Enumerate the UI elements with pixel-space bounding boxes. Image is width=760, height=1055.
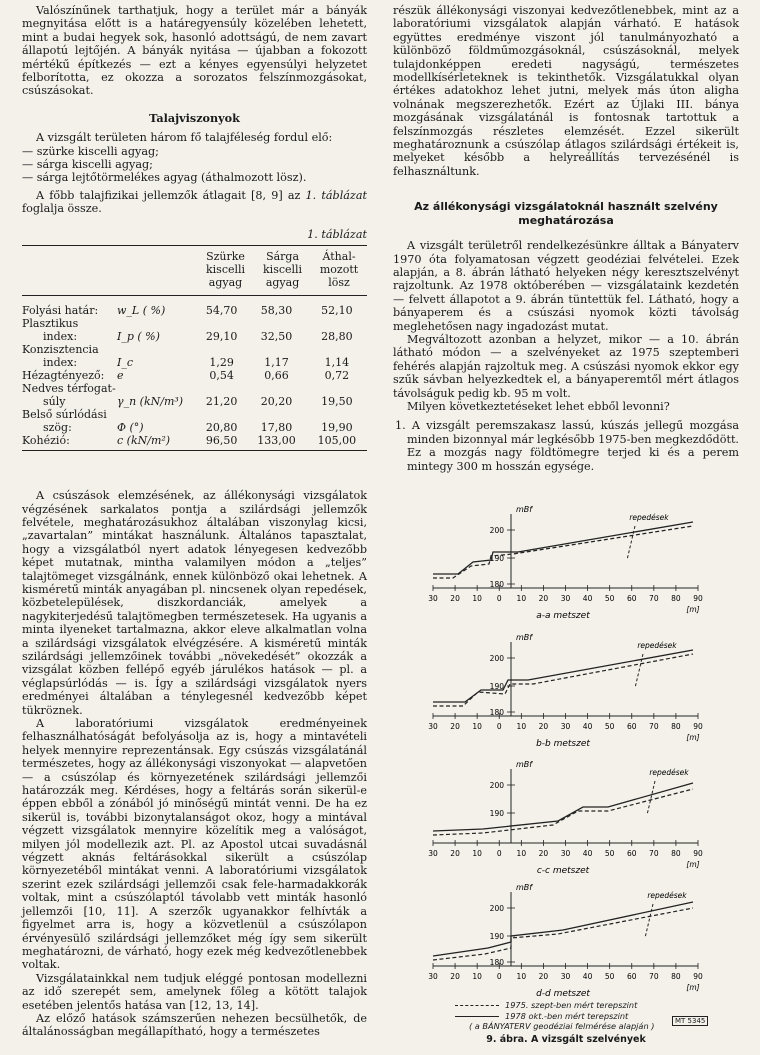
y-tick-label: 190 (489, 932, 504, 941)
soil-summary (22, 189, 367, 216)
value-cell: 28,80 (321, 330, 353, 344)
x-tick-label: 60 (626, 849, 637, 858)
value-cell: 0,54 (209, 369, 234, 383)
crack-marker (647, 781, 655, 815)
x-tick-label: 20 (450, 722, 460, 731)
crack-marker (627, 526, 635, 560)
x-tick-label: 50 (604, 594, 615, 603)
x-tick-label: 20 (538, 972, 549, 981)
x-tick-label: 40 (582, 594, 593, 603)
x-tick-label: 10 (472, 594, 482, 603)
figure-caption: 9. ábra. A vizsgált szelvények (486, 1034, 646, 1045)
x-tick-label: 40 (582, 972, 593, 981)
soil-list-item: — sárga lejtőtörmelékes agyag (áthalmozott lösz). (22, 171, 307, 185)
row-label: Konzisztencia index: (22, 343, 99, 370)
terrain-1978-line (433, 650, 693, 702)
value-cell: 58,30 (260, 304, 293, 318)
list-item: 1. A vizsgált peremszakasz lassú, kúszás jellegű mozgása minden bizonnyal már legkésőbb 1975-ben megkezdődött. Ez a mozgás nagy földtömegre terjed ki és a perem mintegy 300 m hosszán egysége. (395, 419, 739, 473)
intro-paragraph: Valószínűnek tarthatjuk, hogy a terület már a bányák megnyitása előtt is a határegyensúly közelében lehetett, mint a budai hegyek sok, hasonló adottságú, de nem zavart állapotú lejtőjén. A bányák nyitása — újabban a fokozott mértékű építkezés — ezt a kényes egyensúlyi helyzetet felborította, ez okozza a sorozatos felszínmozgásokat, csúszásokat. (22, 4, 367, 98)
x-tick-label: 0 (496, 972, 502, 981)
table-row (22, 434, 367, 447)
section-heading: Az állékonysági vizsgálatoknál használt szelvény meghatározása (414, 200, 718, 227)
x-tick-label: 80 (671, 594, 681, 603)
terrain-1978-line (433, 783, 693, 831)
row-symbol: c (kN/m²) (117, 434, 171, 448)
value-cell: 96,50 (205, 434, 238, 448)
x-axis-unit: [m] (686, 860, 700, 869)
table-row (22, 343, 367, 369)
x-tick-label: 30 (428, 722, 438, 731)
row-label: Folyási határ: (22, 304, 99, 318)
x-tick-label: 60 (626, 722, 637, 731)
x-tick-label: 20 (538, 594, 549, 603)
x-tick-label: 30 (428, 972, 438, 981)
x-tick-label: 30 (560, 594, 571, 603)
terrain-1978-line (433, 902, 693, 956)
x-tick-label: 30 (560, 722, 571, 731)
y-tick-label: 200 (489, 781, 504, 790)
terrain-1975-line (433, 526, 693, 578)
soil-list (22, 145, 367, 185)
panel-title: c-c metszet (536, 866, 590, 876)
x-tick-label: 20 (450, 594, 460, 603)
row-symbol: Φ (°) (117, 421, 144, 435)
cross-sections-figure (393, 500, 739, 1005)
terrain-1975-line (433, 654, 693, 706)
y-tick-label: 180 (489, 958, 504, 967)
x-tick-label: 40 (582, 849, 593, 858)
y-axis-label: mBf (516, 633, 533, 642)
repedesek-label: repedések (647, 891, 687, 900)
y-axis-label: mBf (516, 883, 533, 892)
value-cell: 54,70 (205, 304, 238, 318)
crack-marker (635, 654, 643, 688)
panel-title: a-a metszet (536, 611, 590, 621)
row-symbol: I_p ( %) (117, 330, 160, 344)
x-tick-label: 10 (472, 722, 482, 731)
stamp: MT 5345 (672, 1016, 708, 1026)
row-label: Nedves térfogat- súly (22, 382, 116, 409)
x-tick-label: 90 (693, 722, 703, 731)
header-cell: Áthal- mozott lösz (319, 250, 359, 290)
row-label: Hézagtényező: (22, 369, 105, 383)
y-tick-label: 200 (489, 654, 504, 663)
table-row (22, 317, 367, 343)
panel-title: d-d metszet (536, 989, 590, 999)
repedesek-label: repedések (629, 513, 669, 522)
value-cell: 105,00 (317, 434, 357, 448)
y-tick-label: 180 (489, 708, 504, 717)
y-tick-label: 200 (489, 904, 504, 913)
row-symbol: I_c (117, 356, 134, 370)
x-tick-label: 20 (538, 849, 549, 858)
table-row (22, 382, 367, 408)
table-row (22, 304, 367, 317)
x-tick-label: 20 (450, 972, 460, 981)
x-tick-label: 30 (428, 594, 438, 603)
row-symbol: w_L ( %) (117, 304, 166, 318)
soil-list-item: — szürke kiscelli agyag; (22, 144, 159, 158)
soil-heading: Talajviszonyok (149, 110, 240, 125)
x-tick-label: 80 (671, 849, 681, 858)
value-cell: 52,10 (321, 304, 353, 318)
x-tick-label: 90 (693, 972, 703, 981)
x-tick-label: 50 (604, 972, 615, 981)
table-bottom-rule (22, 450, 367, 451)
x-tick-label: 50 (604, 849, 615, 858)
value-cell: 19,50 (321, 395, 353, 409)
x-tick-label: 90 (693, 849, 703, 858)
x-tick-label: 20 (450, 849, 460, 858)
body-paragraph: Milyen következtetéseket lehet ebből levonni? (407, 399, 670, 413)
right-column (393, 0, 739, 473)
body-paragraph: Vizsgálatainkkal nem tudjuk eléggé pontosan modellezni az idő szerepét sem, amelynek főleg a kötött talajok esetében jelentős hatása van [12, 13, 14]. (22, 971, 367, 1012)
value-cell: 1,17 (264, 356, 289, 370)
body-paragraph: Az előző hatások számszerűen nehezen becsülhetők, de általánosságban megállapítható, hogy a természetes (22, 1011, 367, 1039)
body-paragraph: A csúszások elemzésének, az állékonysági vizsgálatok végzésének sarkalatos pontja a szilárdsági jellemzők felvétele, meghatározásukhoz általában viszonylag kicsi, „zavartalan” mintákat használunk. Általános tapasztalat, hogy a vizsgálatból nyert adatok lényegesen kedvezőbb képet mutatnak, mintha valamilyen módon a „teljes” talajtömeget vizsgálnánk, ennek különböző okai lehetnek. A kisméretű minták anyagában pl. nincsenek olyan repedések, közbetelepülések, diszkordanciák, amelyek a nagykiterjedésű talajtömegben természetesek. Ha ugyanis a minta ilyeneket tartalmazna, akkor eleve alkalmatlan volna a szilárdsági vizsgálatok elvégzésére. A kisméretű minták szilárdsági jellemzőinek további „növekedését” okozzák a vizsgálat közben fellépő egyéb járulékos hatások — pl. a véglapsúrlódás — is. Így a szilárdsági vizsgálatok nyers eredményei általában a ténylegesnél kedvezőbb képet tükröznek. (22, 489, 367, 717)
value-cell: 29,10 (205, 330, 238, 344)
cross-section-panel (428, 760, 703, 876)
value-cell: 19,90 (321, 421, 353, 435)
soil-intro: A vizsgált területen három fő talajféleség fordul elő: (36, 131, 333, 145)
body-paragraph: Megváltozott azonban a helyzet, mikor — a 10. ábrán látható módon — a szelvényeket az 1975 szeptemberi fehérés alapján rajzoltuk meg. A csúszási nyomok ekkor egy szűk sávban helyezkedtek el, a bányaperemtől mért átlagos távolságuk pedig kb. 95 m volt. (393, 332, 739, 400)
y-axis-label: mBf (516, 505, 533, 514)
table-label: 1. táblázat (307, 227, 367, 241)
x-tick-label: 30 (560, 849, 571, 858)
body-paragraph: A laboratóriumi vizsgálatok eredményeinek felhasználhatóságát befolyásolja az is, hogy a mintavételi helyek mennyire reprezentánsak. Egy csúszás vizsgálatánál természetes, hogy az állékonysági viszonyokat — alapvetően — a csúszólap és környezetének szilárdsági jellemzői határozzák meg. Kérdéses, hogy a feltárás során sikerül-e éppen ebből a zónából jó minőségű mintát venni. De ha ez sikerül is, további bizonytalanságot okoz, hogy a mintával végzett vizsgálatok mennyire közelítik meg a valóságot, milyen jól modellezik azt. Pl. az Apostol utcai suvadásnál végzett aknás feltárásokkal sikerült a csúszólap környezetéből mintákat venni. A laboratóriumi vizsgálatok szerint ezek szilárdsági jellemzői csak fele-harmadakkorák voltak, mint a csúszólaptól távolabb vett minták hasonló jellemzői [10, 11]. A szerzők ugyanakkor felhívták a figyelmet arra is, hogy a közvetlenül a csúszólapon érvényesülő szilárdsági jellemzőket még így sem sikerült meghatározni, de várható, hogy ezek még kedvezőtlenebbek voltak. (22, 717, 367, 972)
legend-note: ( a BÁNYATERV geodéziai felmérése alapján ) (469, 1021, 655, 1031)
row-label: Plasztikus index: (22, 317, 79, 344)
x-tick-label: 70 (649, 594, 659, 603)
soil-properties-body (22, 304, 367, 451)
table-ref: 1. táblázat (305, 188, 367, 202)
y-tick-label: 200 (489, 526, 504, 535)
y-tick-label: 190 (489, 809, 504, 818)
header-cell: Szürke kiscelli agyag (205, 250, 246, 290)
x-tick-label: 30 (560, 972, 571, 981)
crack-marker (645, 904, 653, 938)
x-tick-label: 90 (693, 594, 703, 603)
left-column (22, 0, 367, 1039)
x-axis-unit: [m] (686, 605, 700, 614)
repedesek-label: repedések (637, 641, 677, 650)
row-label: Belső súrlódási szög: (22, 408, 107, 435)
x-tick-label: 10 (516, 849, 527, 858)
soil-summary-text: foglalja össze. (22, 202, 102, 216)
header-cell: Sárga kiscelli agyag (263, 250, 303, 290)
x-tick-label: 70 (649, 849, 659, 858)
value-cell: 133,00 (257, 434, 296, 448)
row-label: Kohézió: (22, 434, 70, 448)
repedesek-label: repedések (649, 768, 689, 777)
x-tick-label: 10 (472, 849, 482, 858)
x-tick-label: 10 (516, 972, 527, 981)
value-cell: 1,14 (324, 356, 350, 370)
row-symbol: e (117, 369, 124, 383)
value-cell: 32,50 (260, 330, 293, 344)
cross-section-panel (428, 505, 703, 621)
x-tick-label: 0 (496, 722, 502, 731)
x-tick-label: 10 (516, 722, 527, 731)
x-tick-label: 60 (626, 972, 637, 981)
legend-item-1978: 1978 okt.-ben mért terepszint (455, 1011, 654, 1022)
panel-title: b-b metszet (536, 739, 590, 749)
x-tick-label: 80 (671, 722, 681, 731)
table-mid-rule (22, 295, 367, 296)
x-tick-label: 10 (472, 972, 482, 981)
table-top-rule (22, 245, 367, 246)
y-tick-label: 190 (489, 554, 504, 563)
row-symbol: γ_n (kN/m³) (117, 395, 184, 409)
x-axis-unit: [m] (686, 733, 700, 742)
x-tick-label: 70 (649, 972, 659, 981)
value-cell: 21,20 (205, 395, 238, 409)
soil-properties-table (22, 250, 367, 289)
x-tick-label: 60 (626, 594, 637, 603)
x-tick-label: 40 (582, 722, 593, 731)
terrain-1975-line (433, 908, 693, 960)
value-cell: 17,80 (260, 421, 293, 435)
soil-list-item: — sárga kiscelli agyag; (22, 158, 153, 172)
table-row (22, 369, 367, 382)
y-tick-label: 190 (489, 682, 504, 691)
x-tick-label: 80 (671, 972, 681, 981)
x-tick-label: 70 (649, 722, 659, 731)
y-axis-label: mBf (516, 760, 533, 769)
soil-summary-text: A főbb talajfizikai jellemzők átlagait [8, 9] az (36, 188, 306, 202)
body-paragraph: A vizsgált területről rendelkezésünkre álltak a Bányaterv 1970 óta folyamatosan végzett geodéziai felvételei. Ezek alapján, a 8. ábrán látható helyeken négy keresztszelvényt rajzoltunk. Az 1978 októberében — vizsgálataink kezdetén — felvett állapotot a 9. ábrán tüntettük fel. Látható, hogy a bányaperem és a csúszási nyomok közti távolság meglehetősen nagy ingadozást mutat. (393, 239, 739, 333)
cross-section-panel (428, 883, 703, 999)
value-cell: 1,29 (209, 356, 234, 370)
value-cell: 0,66 (264, 369, 289, 383)
cross-section-panel (428, 633, 703, 749)
figure-legend (455, 1000, 654, 1032)
x-tick-label: 0 (496, 849, 502, 858)
y-tick-label: 180 (489, 580, 504, 589)
terrain-1975-line (433, 789, 693, 835)
x-tick-label: 20 (538, 722, 549, 731)
table-header-row (22, 250, 367, 289)
body-paragraph: részük állékonysági viszonyai kedvezőtlenebbek, mint az a laboratóriumi vizsgálatok alapján várható. E hatások együttes eredménye viszont jól tanulmányozható a különböző földműmozgásoknál, csúszásoknál, melyek tulajdonképpen eredeti nagyságú, természetes modellkísérleteknek is tekinthetők. Vizsgálatukkal olyan értékes adatokhoz lehet jutni, melyek más úton aligha volnának megszerezhetők. Ezért az Újlaki III. bánya mozgásának vizsgálatánál is fontosnak tartottuk a felszínmozgás részletes elemzését. Ezzel sikerült meghatároznunk a csúszólap átlagos szilárdsági értékeit is, melyeket később a helyreállítás tervezésénél is felhasználtunk. (393, 4, 739, 178)
value-cell: 20,20 (260, 395, 293, 409)
x-axis-unit: [m] (686, 983, 700, 992)
value-cell: 20,80 (205, 421, 238, 435)
x-tick-label: 0 (496, 594, 502, 603)
x-tick-label: 50 (604, 722, 615, 731)
legend-item-1975: 1975. szept-ben mért terepszint (455, 1000, 654, 1011)
value-cell: 0,72 (324, 369, 350, 383)
table-row (22, 408, 367, 434)
x-tick-label: 30 (428, 849, 438, 858)
x-tick-label: 10 (516, 594, 527, 603)
